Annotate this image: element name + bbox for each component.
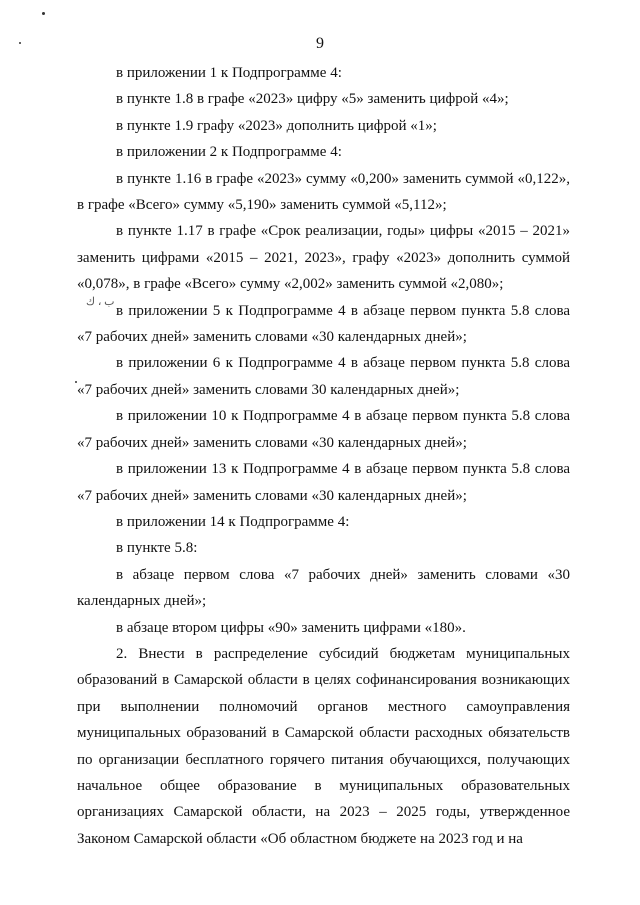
scan-speck: [42, 12, 45, 15]
paragraph-1: в приложении 1 к Подпрограмме 4:: [116, 65, 342, 81]
paragraph-15: 2. Внести в распределение субсидий бюджетам муниципальных образований в Самарской области в целях софинансирования возникающих при выполнении полномочий органов местного самоуправления муниципальных образований в Самарской области расходных обязательств по организации бесплатного горячего питания обучающихся, получающих начальное общее образование в муниципальных образовательных организациях Самарской области, на 2023 – 2025 годы, утвержденное Законом Самарской области «Об областном бюджете на 2023 год и на: [77, 645, 570, 847]
paragraph-12: в пункте 5.8:: [116, 540, 198, 557]
paragraph-9: в приложении 10 к Подпрограмме 4 в абзаце первом пункта 5.8 слова «7 рабочих дней» заменить словами «30 календарных дней»;: [77, 408, 570, 451]
paragraph-10: в приложении 13 к Подпрограмме 4 в абзаце первом пункта 5.8 слова «7 рабочих дней» заменить словами «30 календарных дней»;: [77, 461, 570, 504]
paragraph-4: в приложении 2 к Подпрограмме 4:: [116, 144, 342, 161]
paragraph-11: в приложении 14 к Подпрограмме 4:: [116, 513, 350, 530]
page-number: 9: [316, 35, 324, 52]
paragraph-6: в пункте 1.17 в графе «Срок реализации, годы» цифры «2015 – 2021» заменить цифрами «2015 – 2021, 2023», графу «2023» дополнить суммой «0,078», в графе «Всего» сумму «2,002» заменить суммой «2,080»;: [77, 223, 570, 293]
paragraph-14: в абзаце втором цифры «90» заменить цифрами «180».: [116, 619, 466, 636]
paragraph-8: в приложении 6 к Подпрограмме 4 в абзаце первом пункта 5.8 слова «7 рабочих дней» заменить словами 30 календарных дней»;: [77, 355, 570, 398]
scan-handwritten-mark: ب ، ﻙ: [86, 296, 115, 308]
document-body: [77, 60, 570, 852]
paragraph-7: в приложении 5 к Подпрограмме 4 в абзаце первом пункта 5.8 слова «7 рабочих дней» заменить словами «30 календарных дней»;: [77, 302, 570, 346]
paragraph-2: в пункте 1.8 в графе «2023» цифру «5» заменить цифрой «4»;: [116, 91, 509, 108]
paragraph-3: в пункте 1.9 графу «2023» дополнить цифрой «1»;: [116, 117, 437, 134]
paragraph-13: в абзаце первом слова «7 рабочих дней» заменить словами «30 календарных дней»;: [77, 566, 570, 610]
paragraph-5: в пункте 1.16 в графе «2023» сумму «0,200» заменить суммой «0,122», в графе «Всего» сумму «5,190» заменить суммой «5,112»;: [77, 170, 570, 214]
